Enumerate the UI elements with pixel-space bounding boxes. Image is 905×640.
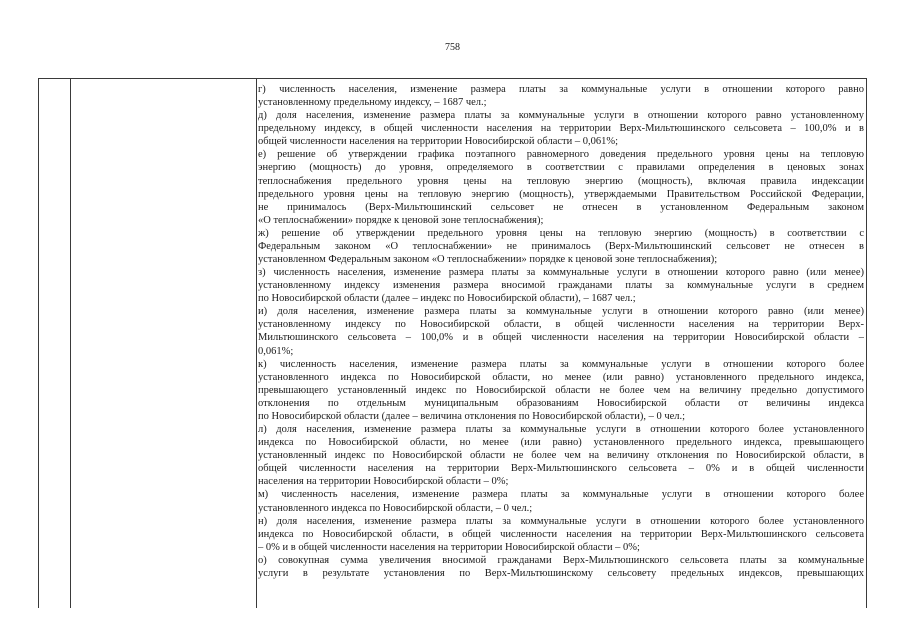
text-line: установленного индекса по Новосибирской области, – 0 чел.; <box>258 502 533 514</box>
paragraph <box>258 515 864 554</box>
text-line: теплоснабжения предельного уровня цены на тепловую энергию (мощность), включая правила индексации <box>258 175 864 187</box>
paragraph <box>258 358 864 423</box>
text-line: н) доля населения, изменение размера платы за коммунальные услуги в отношении которого более установленного <box>258 515 864 527</box>
paragraph <box>258 109 864 148</box>
text-line: 0,061%; <box>258 345 294 357</box>
column-divider <box>256 79 257 608</box>
text-line: Мильтюшинского сельсовета – 100,0% и в общей численности населения на территории Новосибирской области – <box>258 332 864 344</box>
text-line: общей численности населения на территории Верх-Мильтюшинского сельсовета – 0% и в общей численности <box>258 463 864 475</box>
text-line: по Новосибирской области (далее – величина отклонения по Новосибирской области), – 0 чел.; <box>258 410 686 422</box>
text-line: превышающего установленный индекс по Новосибирской области не более чем на величину предельно допустимого <box>258 384 864 396</box>
text-line: установленному индексу по Новосибирской области, в общей численности населения на территории Верх- <box>258 319 864 331</box>
page-number: 758 <box>445 42 460 53</box>
text-line: индекса по Новосибирской области, в общей численности населения на территории Верх-Мильтюшинского сельсовета <box>258 528 864 540</box>
text-line: – 0% и в общей численности населения на территории Новосибирской области – 0%; <box>258 541 640 553</box>
text-line: Федеральным законом «О теплоснабжении» не принималось (Верх-Мильтюшинский сельсовет не отнесен в <box>258 240 864 252</box>
text-line: «О теплоснабжении» порядке к ценовой зоне теплоснабжения); <box>258 214 544 226</box>
text-line: индекса по Новосибирской области, но менее (или равно) установленного предельного индекса, превышающего <box>258 437 864 449</box>
text-line: по Новосибирской области (далее – индекс по Новосибирской области), – 1687 чел.; <box>258 293 636 305</box>
text-line: установленном Федеральным законом «О теплоснабжении» порядке к ценовой зоне теплоснабжения); <box>258 254 718 266</box>
text-line: г) численность населения, изменение размера платы за коммунальные услуги в отношении которого равно <box>258 84 864 95</box>
paragraph <box>258 488 864 514</box>
text-line: услуги в результате установления по Верх-Мильтюшинскому сельсовету предельных индексов, превышающих <box>258 567 864 579</box>
table-cell-text <box>258 83 864 609</box>
text-line: установленному предельному индексу, – 1687 чел.; <box>258 97 487 109</box>
column-divider <box>70 79 71 608</box>
text-line: установленного индекса по Новосибирской области, но менее (или равно) установленного предельного индекса, <box>258 371 864 383</box>
document-table <box>38 78 867 608</box>
text-line: населения на территории Новосибирской области – 0%; <box>258 476 509 488</box>
paragraph <box>258 266 864 305</box>
paragraph <box>258 554 864 580</box>
text-line: з) численность населения, изменение размера платы за коммунальные услуги в отношении которого равно (или менее) <box>258 267 864 279</box>
text-line: м) численность населения, изменение размера платы за коммунальные услуги в отношении которого более <box>258 489 864 501</box>
text-line: отклонения по отдельным муниципальным образованиям Новосибирской области от величины индекса <box>258 397 864 409</box>
text-line: энергию (мощность) до уровня, определяемого в соответствии с правилами определения в ценовых зонах <box>258 162 864 174</box>
text-line: установленный индекс по Новосибирской области не более чем на величину отклонения по Новосибирской области, в <box>258 450 864 462</box>
text-line: е) решение об утверждении графика поэтапного равномерного доведения предельного уровня цены на тепловую <box>258 149 864 161</box>
text-line: общей численности населения на территории Новосибирской области – 0,061%; <box>258 136 619 148</box>
paragraph <box>258 83 864 109</box>
text-line: ж) решение об утверждении предельного уровня цены на тепловую энергию (мощность) в соответствии с <box>258 227 864 239</box>
paragraph <box>258 305 864 357</box>
text-line: к) численность населения, изменение размера платы за коммунальные услуги в отношении которого более <box>258 358 864 370</box>
text-line: о) совокупная сумма увеличения вносимой гражданами Верх-Мильтюшинского сельсовета платы за коммунальные <box>258 554 864 566</box>
text-line: предельному индексу, в общей численности населения на территории Верх-Мильтюшинского сельсовета – 100,0% и в <box>258 123 864 135</box>
text-line: л) доля населения, изменение размера платы за коммунальные услуги в отношении которого более установленного <box>258 424 864 436</box>
text-line: д) доля населения, изменение размера платы за коммунальные услуги в отношении которого равно установленному <box>258 110 864 122</box>
text-line: и) доля населения, изменение размера платы за коммунальные услуги в отношении которого равно (или менее) <box>258 306 864 318</box>
paragraph <box>258 148 864 226</box>
text-line: не принималось (Верх-Мильтюшинский сельсовет не отнесен в установленном Федеральным законом <box>258 201 864 213</box>
paragraph <box>258 423 864 488</box>
paragraph <box>258 227 864 266</box>
text-line: установленному индексу изменения размера вносимой гражданами платы за коммунальные услуги в среднем <box>258 280 864 292</box>
text-line: предельного уровня цены на тепловую энергию (мощность), утверждаемыми Правительством Российской Федерации, <box>258 188 864 200</box>
